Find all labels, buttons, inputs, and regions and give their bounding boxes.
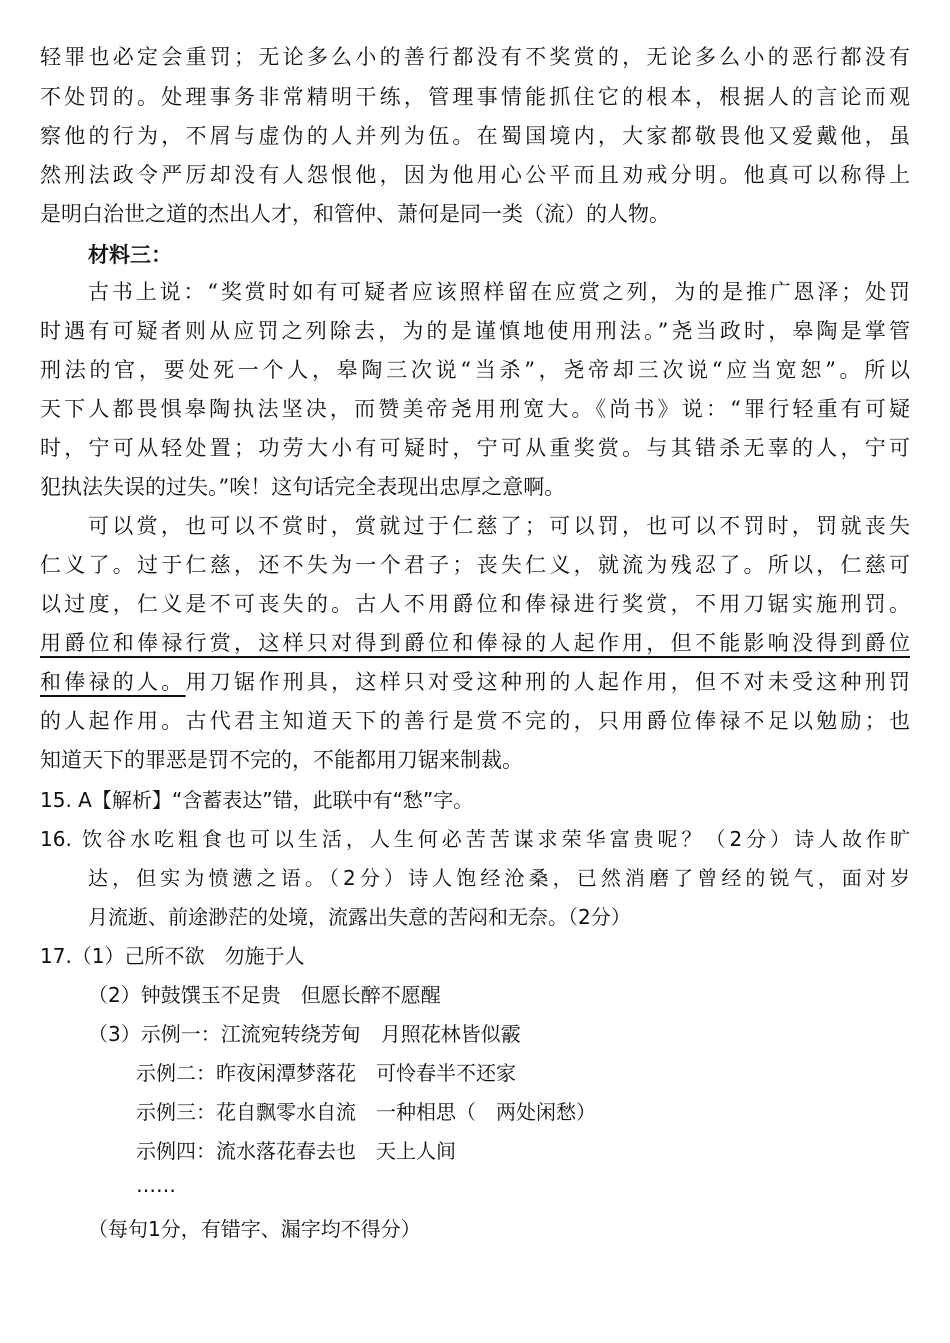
- answer-17-example-4: 示例四：流水落花春去也 天上人间: [136, 1139, 456, 1163]
- material-three-line: 以过度，仁义是不可丧失的。古人不用爵位和俸禄进行奖赏，不用刀锯实施刑罚。: [40, 592, 910, 616]
- answer-17-item-3: （3）示例一：江流宛转绕芳甸 月照花林皆似霰: [88, 1022, 521, 1046]
- material-three-line: 时遇有可疑者则从应罚之列除去，为的是谨慎地使用刑法。”尧当政时，皋陶是掌管: [40, 319, 910, 343]
- material-three-line: 犯执法失误的过失。”唉！这句话完全表现出忠厚之意啊。: [40, 475, 566, 499]
- answer-17-item-2: （2）钟鼓馔玉不足贵 但愿长醉不愿醒: [88, 983, 441, 1007]
- material-three-line: [40, 667, 910, 697]
- answer-16-line: 16. 饮谷水吃粗食也可以生活，人生何必苦苦谋求荣华富贵呢？（2分）诗人故作旷: [40, 827, 910, 851]
- material-three-line: 的人起作用。古代君主知道天下的善行是赏不完的，只用爵位俸禄不足以勉励；也: [40, 709, 910, 733]
- answer-17-ellipsis: ……: [136, 1173, 176, 1197]
- answer-17-item-1: 17.（1）己所不欲 勿施于人: [40, 944, 305, 968]
- answer-16-line: 月流逝、前途渺茫的处境，流露出失意的苦闷和无奈。（2分）: [88, 905, 631, 929]
- material-three-line: 知道天下的罪恶是罚不完的，不能都用刀锯来制裁。: [40, 748, 523, 772]
- material-three-line: 刑法的官，要处死一个人，皋陶三次说“当杀”，尧帝却三次说“应当宽恕”。所以: [40, 358, 910, 382]
- translation-line: 是明白治世之道的杰出人才，和管仲、萧何是同一类（流）的人物。: [40, 202, 670, 226]
- translation-line: 然刑法政令严厉却没有人怨恨他，因为他用心公平而且劝戒分明。他真可以称得上: [40, 163, 910, 187]
- translation-line: 轻罪也必定会重罚；无论多么小的善行都没有不奖赏的，无论多么小的恶行都没有: [40, 45, 910, 69]
- material-three-line: 时，宁可从轻处置；功劳大小有可疑时，宁可从重奖赏。与其错杀无辜的人，宁可: [40, 436, 910, 460]
- answer-15: 15. A【解析】“含蓄表达”错，此联中有“愁”字。: [40, 788, 474, 812]
- underlined-sentence-line: 用爵位和俸禄行赏，这样只对得到爵位和俸禄的人起作用，但不能影响没得到爵位: [40, 631, 910, 655]
- material-three-heading: 材料三：: [88, 243, 172, 267]
- underlined-sentence-end: 和俸禄的人。: [40, 670, 186, 694]
- translation-line: 察他的行为，不屑与虚伪的人并列为伍。在蜀国境内，大家都敬畏他又爱戴他，虽: [40, 124, 910, 148]
- answer-17-example-3: 示例三：花自飘零水自流 一种相思（ 两处闲愁）: [136, 1100, 596, 1124]
- translation-line: 不处罚的。处理事务非常精明干练，管理事情能抓住它的根本，根据人的言论而观: [40, 85, 910, 109]
- sentence-continuation: 用刀锯作刑具，这样只对受这种刑的人起作用，但不对未受这种刑罚: [185, 670, 911, 694]
- material-three-line: 仁义了。过于仁慈，还不失为一个君子；丧失仁义，就流为残忍了。所以，仁慈可: [40, 553, 910, 577]
- material-three-line: 可以赏，也可以不赏时，赏就过于仁慈了；可以罚，也可以不罚时，罚就丧失: [88, 514, 910, 538]
- scoring-note: （每句1分，有错字、漏字均不得分）: [88, 1217, 421, 1241]
- answer-16-line: 达，但实为愤懑之语。（2分）诗人饱经沧桑，已然消磨了曾经的锐气，面对岁: [88, 866, 910, 890]
- answer-17-example-2: 示例二：昨夜闲潭梦落花 可怜春半不还家: [136, 1061, 516, 1085]
- material-three-line: 古书上说：“奖赏时如有可疑者应该照样留在应赏之列，为的是推广恩泽；处罚: [88, 280, 910, 304]
- material-three-line: 天下人都畏惧皋陶执法坚决，而赞美帝尧用刑宽大。《尚书》说：“罪行轻重有可疑: [40, 397, 910, 421]
